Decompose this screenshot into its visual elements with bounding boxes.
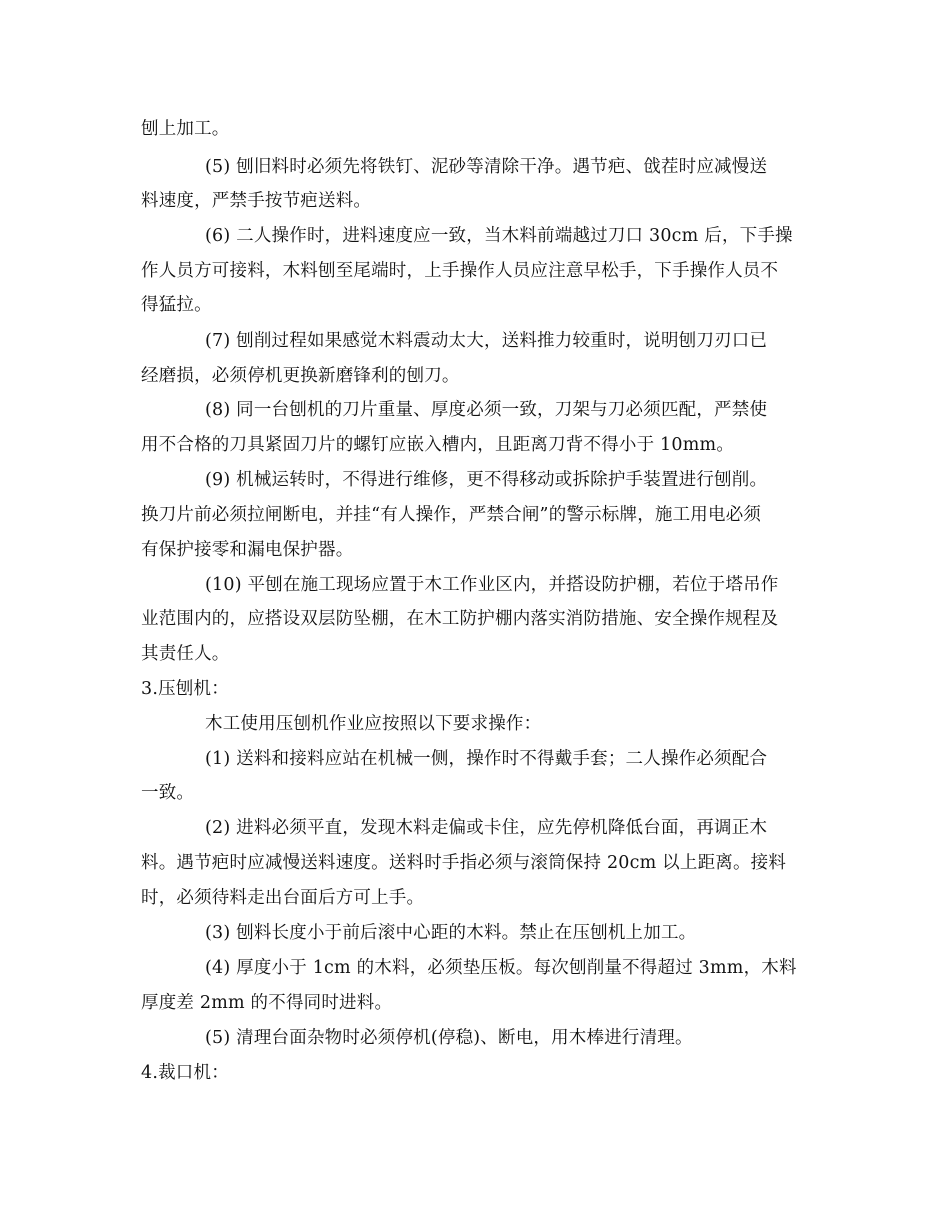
text-line: 业范围内的，应搭设双层防坠棚，在木工防护棚内落实消防措施、安全操作规程及: [141, 609, 779, 629]
text-line: 有保护接零和漏电保护器。: [141, 540, 354, 560]
text-line: 刨上加工。: [141, 119, 230, 139]
section-intro: 木工使用压刨机作业应按照以下要求操作：: [205, 714, 542, 734]
text-line: 厚度差 2mm 的不得同时进料。: [141, 993, 393, 1013]
text-line: 用不合格的刀具紧固刀片的螺钉应嵌入槽内，且距离刀背不得小于 10mm。: [141, 435, 735, 455]
text-line: 时，必须待料走出台面后方可上手。: [141, 888, 425, 908]
list-item-3: (3) 刨料长度小于前后滚中心距的木料。禁止在压刨机上加工。: [205, 923, 697, 943]
list-item-5: (5) 刨旧料时必须先将铁钉、泥砂等清除干净。遇节疤、戗茬时应减慢送: [205, 157, 768, 177]
section-heading-4: 4.裁口机：: [141, 1063, 229, 1083]
text-line: 经磨损，必须停机更换新磨锋利的刨刀。: [141, 366, 460, 386]
text-line: 料。遇节疤时应减慢送料速度。送料时手指必须与滚筒保持 20cm 以上距离。接料: [141, 853, 787, 873]
list-item-8: (8) 同一台刨机的刀片重量、厚度必须一致，刀架与刀必须匹配，严禁使: [205, 400, 768, 420]
text-line: 得猛拉。: [141, 295, 212, 315]
list-item-5b: (5) 清理台面杂物时必须停机(停稳)、断电，用木棒进行清理。: [205, 1028, 693, 1048]
text-line: 作人员方可接料，木料刨至尾端时，上手操作人员应注意早松手，下手操作人员不: [141, 261, 779, 281]
list-item-1: (1) 送料和接料应站在机械一侧，操作时不得戴手套；二人操作必须配合: [205, 749, 768, 769]
text-line: 料速度，严禁手按节疤送料。: [141, 191, 372, 211]
list-item-10: (10) 平刨在施工现场应置于木工作业区内，并搭设防护棚，若位于塔吊作: [205, 575, 779, 595]
text-line: 一致。: [141, 783, 195, 803]
text-line: 换刀片前必须拉闸断电，并挂“有人操作，严禁合闸”的警示标牌，施工用电必须: [141, 505, 762, 525]
list-item-9: (9) 机械运转时，不得进行维修，更不得移动或拆除护手装置进行刨削。: [205, 470, 768, 490]
list-item-6: (6) 二人操作时，进料速度应一致，当木料前端越过刀口 30cm 后，下手操: [205, 226, 793, 246]
list-item-7: (7) 刨削过程如果感觉木料震动太大，送料推力较重时，说明刨刀刃口已: [205, 331, 768, 351]
text-line: 其责任人。: [141, 644, 230, 664]
list-item-2: (2) 进料必须平直，发现木料走偏或卡住，应先停机降低台面，再调正木: [205, 818, 768, 838]
section-heading-3: 3.压刨机：: [141, 679, 229, 699]
list-item-4: (4) 厚度小于 1cm 的木料，必须垫压板。每次刨削量不得超过 3mm，木料: [205, 958, 797, 978]
